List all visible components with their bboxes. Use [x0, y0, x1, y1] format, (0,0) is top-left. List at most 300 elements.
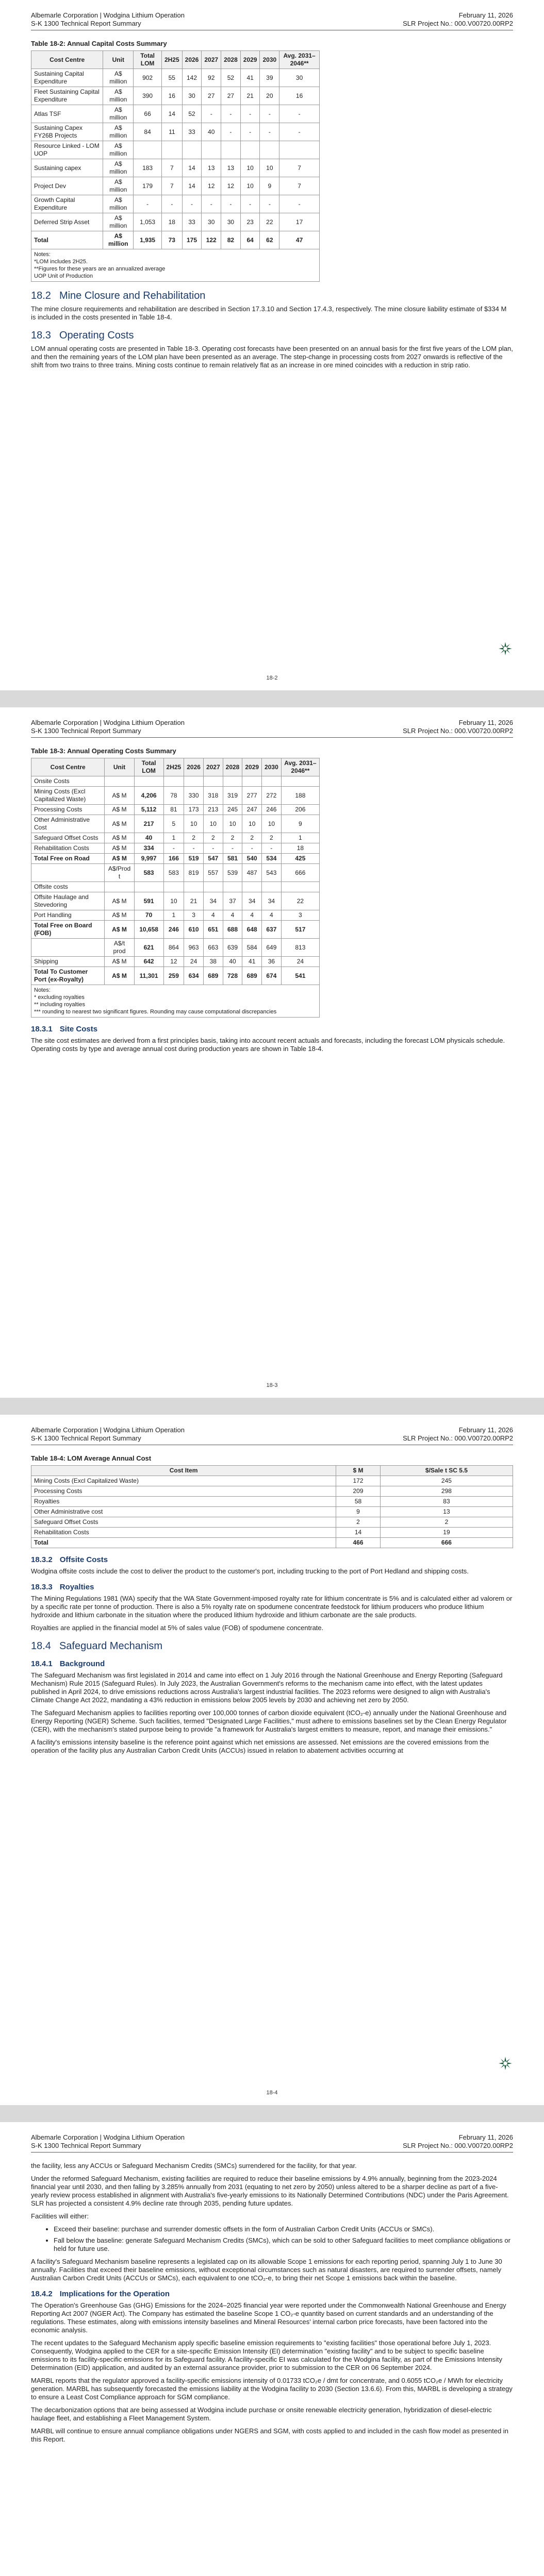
- table-cell: [281, 776, 319, 787]
- table-cell: 610: [184, 921, 204, 939]
- table-cell: -: [240, 123, 260, 141]
- table-cell: [262, 882, 282, 892]
- table-cell: [182, 141, 202, 159]
- page-header: [31, 719, 513, 738]
- table-row: [31, 882, 320, 892]
- table-cell: 175: [182, 231, 202, 249]
- table-cell: 10: [163, 892, 184, 910]
- table-cell: 81: [163, 805, 184, 815]
- table-cell: 41: [242, 957, 262, 967]
- table-row: [31, 843, 320, 854]
- table-cell: Mining Costs (Excl Capitalized Waste): [31, 1476, 336, 1486]
- table-cell: 2: [203, 833, 223, 843]
- table-row: [31, 776, 320, 787]
- table-row: [31, 921, 320, 939]
- table-cell: 40: [223, 957, 242, 967]
- report-name: S-K 1300 Technical Report Summary: [31, 727, 141, 735]
- section-heading: 18.3 Operating Costs: [31, 330, 134, 341]
- table-cell: 663: [203, 939, 223, 957]
- column-header: 2029: [240, 51, 260, 69]
- page-number: 18-4: [266, 2090, 278, 2096]
- table-cell: A$ million: [103, 69, 134, 87]
- slr-logo-icon: [498, 2056, 513, 2071]
- list-item: • Fall below the baseline: generate Safeguard Mechanism Credits (SMCs), which can be sold to other Safeguard facilities to meet compliance obligations or held for future use.: [54, 2236, 513, 2253]
- table-cell: -: [240, 195, 260, 213]
- table-cell: A$ million: [103, 231, 134, 249]
- note-line: ** including royalties: [34, 1002, 86, 1008]
- report-page: [0, 0, 544, 690]
- table-cell: 34: [203, 892, 223, 910]
- table-cell: 649: [262, 939, 282, 957]
- table-cell: 666: [281, 864, 319, 882]
- table-cell: 166: [163, 854, 184, 864]
- paragraph: LOM annual operating costs are presented in Table 18-3. Operating cost forecasts have been presented on an annual basis for the first five years of the LOM plan, and then the remaining years of the LOM plan have been presented as an average. The step-change in processing costs from 2027 onwards is reflective of the shift from two trains to three trains. Mining costs continue to remain relatively flat as an increase in ore mined coincides with a reduction in strip ratio.: [31, 345, 513, 369]
- column-header: Total LOM: [134, 51, 162, 69]
- table-cell: 541: [281, 967, 319, 985]
- table-cell: 37: [223, 892, 242, 910]
- table-cell: Offsite Haulage and Stevedoring: [31, 892, 105, 910]
- table-cell: [134, 882, 163, 892]
- table-cell: Fleet Sustaining Capital Expenditure: [31, 87, 103, 105]
- table-cell: 519: [184, 854, 204, 864]
- table-cell: 1: [163, 833, 184, 843]
- table-cell: 813: [281, 939, 319, 957]
- note-line: Notes:: [34, 987, 51, 993]
- table-cell: 334: [134, 843, 163, 854]
- table-cell: Other Administrative cost: [31, 1507, 336, 1517]
- table-cell: Total: [31, 231, 103, 249]
- table-header-row: [31, 1466, 513, 1476]
- table-cell: 1: [163, 910, 184, 921]
- paragraph: the facility, less any ACCUs or Safeguard Mechanism Credits (SMCs) surrendered for the facility, for that year.: [31, 2162, 357, 2170]
- table-header-row: [31, 51, 320, 69]
- table-cell: 30: [279, 69, 320, 87]
- table-cell: A$ M: [105, 967, 134, 985]
- table-cell: Rehabilitation Costs: [31, 843, 105, 854]
- table-row: [31, 1528, 513, 1538]
- paragraph: A facility's Safeguard Mechanism baseline represents a legislated cap on its allowable Scope 1 emissions for each reporting period, spanning July 1 to June 30 annually. Facilities that exceed their baseline emissions, without exceptional circumstances such as natural disasters, are required to surrender offsets, namely Australian Carbon Credit Units (ACCUs or SMCs), each equivalent to one tCO₂-e, to bring their net Scope 1 emissions back within the baseline.: [31, 2258, 502, 2282]
- table-cell: 9,997: [134, 854, 163, 864]
- table-cell: 70: [134, 910, 163, 921]
- table-cell: 689: [203, 967, 223, 985]
- column-header: 2026: [182, 51, 202, 69]
- table-cell: A$/Prod t: [105, 864, 134, 882]
- table-cell: 5: [163, 815, 184, 833]
- table-cell: 10: [242, 815, 262, 833]
- table-cell: -: [134, 195, 162, 213]
- table-row: [31, 195, 320, 213]
- table-cell: A$/t prod: [105, 939, 134, 957]
- table-cell: 82: [221, 231, 241, 249]
- paragraph: Royalties are applied in the financial model at 5% of sales value (FOB) of spodumene concentrate.: [31, 1624, 324, 1632]
- table-cell: [31, 939, 105, 957]
- paragraph: MARBL will continue to ensure annual compliance obligations under NGERS and SGM, with costs applied to and included in the cash flow model as presented in this Report.: [31, 2427, 508, 2443]
- paragraph: The Operation's Greenhouse Gas (GHG) Emissions for the 2024–2025 financial year were reported under the Commonwealth National Greenhouse and Energy Reporting Act 2007 (NGER Act). The Company has estimated the baseline Scope 1 CO₂-e quantity based on current standards and an understanding of the regulations. These estimates, along with emissions intensity baselines and Mineral Resources' internal carbon price forecasts, have been factored into the economic analysis.: [31, 2301, 506, 2334]
- table-cell: Atlas TSF: [31, 105, 103, 123]
- table-cell: 62: [260, 231, 279, 249]
- table-cell: 298: [380, 1486, 513, 1497]
- table-cell: Other Administrative Cost: [31, 815, 105, 833]
- capital-costs-table: [31, 50, 320, 249]
- table-cell: 84: [134, 123, 162, 141]
- table-cell: 2: [336, 1517, 381, 1528]
- table-cell: 4: [242, 910, 262, 921]
- table-cell: 172: [336, 1476, 381, 1486]
- table-cell: 78: [163, 787, 184, 805]
- table-cell: -: [203, 843, 223, 854]
- note-line: Notes:: [34, 251, 51, 258]
- table-cell: 10: [240, 159, 260, 177]
- note-line: * excluding royalties: [34, 994, 85, 1001]
- section-heading: 18.2 Mine Closure and Rehabilitation: [31, 290, 206, 301]
- table-title: Table 18-4: LOM Average Annual Cost: [31, 1454, 152, 1462]
- table-row: [31, 967, 320, 985]
- table-cell: A$ M: [105, 843, 134, 854]
- table-cell: 10: [262, 815, 282, 833]
- table-cell: 4: [262, 910, 282, 921]
- table-cell: 246: [262, 805, 282, 815]
- table-cell: 259: [163, 967, 184, 985]
- table-cell: Deferred Strip Asset: [31, 213, 103, 231]
- table-cell: 689: [242, 967, 262, 985]
- report-date: February 11, 2026: [458, 11, 513, 19]
- table-cell: [242, 882, 262, 892]
- table-cell: Sustaining capex: [31, 159, 103, 177]
- table-cell: 621: [134, 939, 163, 957]
- table-cell: 40: [134, 833, 163, 843]
- table-cell: 83: [380, 1497, 513, 1507]
- table-row: [31, 939, 320, 957]
- table-cell: 92: [202, 69, 221, 87]
- table-cell: 7: [279, 159, 320, 177]
- table-cell: A$ M: [105, 854, 134, 864]
- table-cell: [262, 776, 282, 787]
- project-number: SLR Project No.: 000.V00720.00RP2: [403, 2142, 513, 2149]
- table-row: [31, 805, 320, 815]
- table-row: [31, 123, 320, 141]
- company-name: Albemarle Corporation | Wodgina Lithium Operation: [31, 1426, 185, 1434]
- section-heading: 18.3.1 Site Costs: [31, 1025, 98, 1033]
- table-cell: Port Handling: [31, 910, 105, 921]
- table-row: [31, 1497, 513, 1507]
- table-cell: -: [182, 195, 202, 213]
- table-cell: 38: [203, 957, 223, 967]
- table-cell: 7: [161, 177, 182, 195]
- table-cell: 23: [240, 213, 260, 231]
- table-cell: Sustaining Capital Expenditure: [31, 69, 103, 87]
- table-cell: A$ M: [105, 833, 134, 843]
- column-header: 2026: [184, 758, 204, 776]
- table-cell: 206: [281, 805, 319, 815]
- table-cell: 4: [203, 910, 223, 921]
- table-cell: 7: [279, 177, 320, 195]
- column-header: 2030: [260, 51, 279, 69]
- page-number: 18-3: [266, 1382, 278, 1388]
- table-cell: 64: [240, 231, 260, 249]
- note-line: UOP Unit of Production: [34, 273, 93, 279]
- column-header: Unit: [105, 758, 134, 776]
- table-cell: A$ M: [105, 815, 134, 833]
- table-cell: 902: [134, 69, 162, 87]
- table-cell: A$ million: [103, 177, 134, 195]
- table-cell: 591: [134, 892, 163, 910]
- table-cell: A$ million: [103, 123, 134, 141]
- table-cell: 534: [262, 854, 282, 864]
- table-cell: A$ M: [105, 957, 134, 967]
- table-cell: [163, 882, 184, 892]
- table-row: [31, 87, 320, 105]
- table-cell: 12: [202, 177, 221, 195]
- table-cell: [134, 141, 162, 159]
- table-row: [31, 141, 320, 159]
- table-cell: -: [184, 843, 204, 854]
- table-cell: 634: [184, 967, 204, 985]
- company-name: Albemarle Corporation | Wodgina Lithium Operation: [31, 2133, 185, 2141]
- table-cell: -: [260, 123, 279, 141]
- report-name: S-K 1300 Technical Report Summary: [31, 2142, 141, 2149]
- table-cell: 247: [242, 805, 262, 815]
- section-heading: 18.4.1 Background: [31, 1659, 105, 1668]
- table-cell: [223, 882, 242, 892]
- table-cell: 539: [223, 864, 242, 882]
- table-cell: [184, 776, 204, 787]
- table-row: [31, 864, 320, 882]
- table-cell: 73: [161, 231, 182, 249]
- table-cell: 3: [281, 910, 319, 921]
- table-cell: 16: [279, 87, 320, 105]
- table-cell: 14: [182, 159, 202, 177]
- column-header: $ M: [336, 1466, 381, 1476]
- table-cell: Offsite costs: [31, 882, 105, 892]
- table-cell: 540: [242, 854, 262, 864]
- report-page: [0, 2122, 544, 2576]
- bullet-list: [31, 2225, 513, 2253]
- column-header: 2029: [242, 758, 262, 776]
- table-cell: -: [221, 123, 241, 141]
- table-row: [31, 957, 320, 967]
- table-cell: 10,658: [134, 921, 163, 939]
- operating-costs-table: [31, 758, 320, 985]
- report-name: S-K 1300 Technical Report Summary: [31, 20, 141, 27]
- table-cell: -: [260, 105, 279, 123]
- table-cell: 58: [336, 1497, 381, 1507]
- table-row: [31, 159, 320, 177]
- table-cell: -: [221, 195, 241, 213]
- table-cell: 20: [260, 87, 279, 105]
- column-header: 2027: [202, 51, 221, 69]
- column-header: 2H25: [163, 758, 184, 776]
- table-cell: [163, 776, 184, 787]
- column-header: Avg. 2031–2046**: [279, 51, 320, 69]
- table-cell: Resource Linked - LOM UOP: [31, 141, 103, 159]
- table-cell: 2: [380, 1517, 513, 1528]
- table-cell: 688: [223, 921, 242, 939]
- table-cell: 728: [223, 967, 242, 985]
- table-cell: 330: [184, 787, 204, 805]
- table-cell: -: [240, 105, 260, 123]
- page-header: [31, 1426, 513, 1445]
- table-cell: 142: [182, 69, 202, 87]
- column-header: Unit: [103, 51, 134, 69]
- table-cell: 466: [336, 1538, 381, 1548]
- table-cell: 33: [182, 213, 202, 231]
- table-cell: 2: [262, 833, 282, 843]
- table-cell: A$ M: [105, 892, 134, 910]
- table-cell: 13: [221, 159, 241, 177]
- table-notes: [31, 249, 320, 282]
- table-cell: [105, 882, 134, 892]
- table-cell: 66: [134, 105, 162, 123]
- table-cell: -: [279, 195, 320, 213]
- table-cell: 22: [260, 213, 279, 231]
- table-cell: 30: [202, 213, 221, 231]
- table-cell: 17: [279, 213, 320, 231]
- note-line: *LOM includes 2H25.: [34, 259, 88, 265]
- table-cell: 27: [202, 87, 221, 105]
- table-row: [31, 1538, 513, 1548]
- report-page: [0, 1415, 544, 2105]
- table-cell: 188: [281, 787, 319, 805]
- table-cell: 547: [203, 854, 223, 864]
- table-cell: 245: [380, 1476, 513, 1486]
- paragraph: The decarbonization options that are being assessed at Wodgina include purchase or onsite renewable electricity generation, hybridization of diesel-electric haulage fleet, and establishing a Fleet Management System.: [31, 2406, 492, 2422]
- table-cell: 11: [161, 123, 182, 141]
- table-cell: 583: [134, 864, 163, 882]
- table-cell: 642: [134, 957, 163, 967]
- table-row: [31, 833, 320, 843]
- table-title: Table 18-2: Annual Capital Costs Summary: [31, 40, 167, 47]
- section-heading: 18.3.2 Offsite Costs: [31, 1555, 108, 1564]
- table-cell: A$ million: [103, 105, 134, 123]
- table-cell: Processing Costs: [31, 805, 105, 815]
- table-cell: 18: [281, 843, 319, 854]
- paragraph: Wodgina offsite costs include the cost to deliver the product to the customer's port, including trucking to the port of Port Hedland and shipping costs.: [31, 1567, 469, 1575]
- table-cell: Shipping: [31, 957, 105, 967]
- table-cell: -: [163, 843, 184, 854]
- table-cell: [240, 141, 260, 159]
- table-cell: -: [223, 843, 242, 854]
- report-page: [0, 707, 544, 1398]
- table-cell: A$ M: [105, 787, 134, 805]
- table-cell: [260, 141, 279, 159]
- table-cell: 517: [281, 921, 319, 939]
- table-cell: A$ million: [103, 159, 134, 177]
- table-cell: 10: [223, 815, 242, 833]
- table-cell: [281, 882, 319, 892]
- table-cell: Rehabilitation Costs: [31, 1528, 336, 1538]
- table-cell: [134, 776, 163, 787]
- table-cell: [105, 776, 134, 787]
- table-row: [31, 231, 320, 249]
- table-cell: A$ million: [103, 195, 134, 213]
- project-number: SLR Project No.: 000.V00720.00RP2: [403, 1434, 513, 1442]
- table-cell: 24: [281, 957, 319, 967]
- table-cell: 27: [221, 87, 241, 105]
- table-cell: [203, 882, 223, 892]
- table-cell: 39: [260, 69, 279, 87]
- note-line: **Figures for these years are an annualized average: [34, 266, 166, 272]
- table-row: [31, 854, 320, 864]
- table-cell: [161, 141, 182, 159]
- table-cell: 651: [203, 921, 223, 939]
- table-cell: 648: [242, 921, 262, 939]
- column-header: Total LOM: [134, 758, 163, 776]
- table-cell: -: [279, 105, 320, 123]
- paragraph: MARBL reports that the regulator approved a facility-specific emissions intensity of 0.01733 tCO₂e / dmt for concentrate, and 0.6055 tCO₂e / MWh for electricity generation. MARBL has subsequently forecasted the emissions liability at the Wodgina facility to 2030 (Section 13.6.6). From this, MARBL is developing a strategy to ensure a Least Cost Compliance approach for SGM compliance.: [31, 2377, 513, 2401]
- table-cell: -: [161, 195, 182, 213]
- table-cell: 674: [262, 967, 282, 985]
- table-cell: 9: [336, 1507, 381, 1517]
- table-cell: 179: [134, 177, 162, 195]
- table-cell: 639: [223, 939, 242, 957]
- table-cell: -: [202, 105, 221, 123]
- table-cell: 487: [242, 864, 262, 882]
- table-cell: 40: [202, 123, 221, 141]
- table-cell: 34: [242, 892, 262, 910]
- table-row: [31, 1517, 513, 1528]
- table-cell: Project Dev: [31, 177, 103, 195]
- report-name: S-K 1300 Technical Report Summary: [31, 1434, 141, 1442]
- table-cell: -: [279, 123, 320, 141]
- table-cell: 425: [281, 854, 319, 864]
- table-cell: Sustaining Capex FY26B Projects: [31, 123, 103, 141]
- note-line: *** rounding to nearest two significant figures. Rounding may cause computational discrepancies: [34, 1009, 277, 1015]
- page-header: [31, 2133, 513, 2153]
- table-cell: 272: [262, 787, 282, 805]
- table-cell: -: [242, 843, 262, 854]
- table-cell: 819: [184, 864, 204, 882]
- table-row: [31, 1486, 513, 1497]
- table-row: [31, 787, 320, 805]
- table-cell: 10: [184, 815, 204, 833]
- table-cell: A$ million: [103, 141, 134, 159]
- table-cell: A$ M: [105, 805, 134, 815]
- table-cell: 584: [242, 939, 262, 957]
- table-cell: 9: [281, 815, 319, 833]
- table-cell: 557: [203, 864, 223, 882]
- table-cell: 24: [184, 957, 204, 967]
- table-cell: Royalties: [31, 1497, 336, 1507]
- table-cell: 14: [182, 177, 202, 195]
- table-cell: Onsite Costs: [31, 776, 105, 787]
- table-cell: 122: [202, 231, 221, 249]
- column-header: Cost Item: [31, 1466, 336, 1476]
- paragraph: The site cost estimates are derived from a first principles basis, taking into account recent actuals and forecasts, including the forecast LOM physicals schedule. Operating costs by type and average annual cost during production years are shown in Table 18-4.: [31, 1037, 505, 1053]
- table-cell: 13: [202, 159, 221, 177]
- table-row: [31, 105, 320, 123]
- table-cell: 12: [163, 957, 184, 967]
- table-cell: [184, 882, 204, 892]
- table-row: [31, 213, 320, 231]
- table-cell: 36: [262, 957, 282, 967]
- paragraph: Under the reformed Safeguard Mechanism, existing facilities are required to reduce their baseline emissions by 4.9% annually, beginning from the 2023-2024 financial year until 2030, and then falling by 3.285% annually from 2031 (equating to net zero by 2050) unless altered to be a sharper decline as part of a five-yearly review process established in alignment with Australia's five-yearly emissions to its Nationally Determined Contributions (NDC) under the Paris Agreement. SLR has projected a consistent 4.9% decline rate through 2035, pending future updates.: [31, 2175, 509, 2207]
- table-cell: -: [262, 843, 282, 854]
- table-cell: 10: [203, 815, 223, 833]
- table-cell: 2: [242, 833, 262, 843]
- table-cell: -: [221, 105, 241, 123]
- table-cell: 277: [242, 787, 262, 805]
- table-cell: 33: [182, 123, 202, 141]
- table-cell: 4: [223, 910, 242, 921]
- table-row: [31, 69, 320, 87]
- column-header: 2027: [203, 758, 223, 776]
- table-cell: A$ million: [103, 213, 134, 231]
- paragraph: The Safeguard Mechanism was first legislated in 2014 and came into effect on 1 July 2016 through the National Greenhouse and Energy Reporting (Safeguard Mechanism) Rule 2015 (Safeguard Rules). In July 2023, the Australian Government's reforms to the mechanism came into effect, with the latest updates published in April 2024, to drive emissions reductions across Australia's largest industrial facilities. The 2023 reforms were designed to align with Australia's Climate Change Act 2022, mandating a 43% reduction in emissions below 2005 levels by 2030 and achieving net zero by 2050.: [31, 1671, 503, 1704]
- table-cell: [31, 864, 105, 882]
- table-cell: Total To Customer Port (ex-Royalty): [31, 967, 105, 985]
- table-cell: 666: [380, 1538, 513, 1548]
- table-cell: 11,301: [134, 967, 163, 985]
